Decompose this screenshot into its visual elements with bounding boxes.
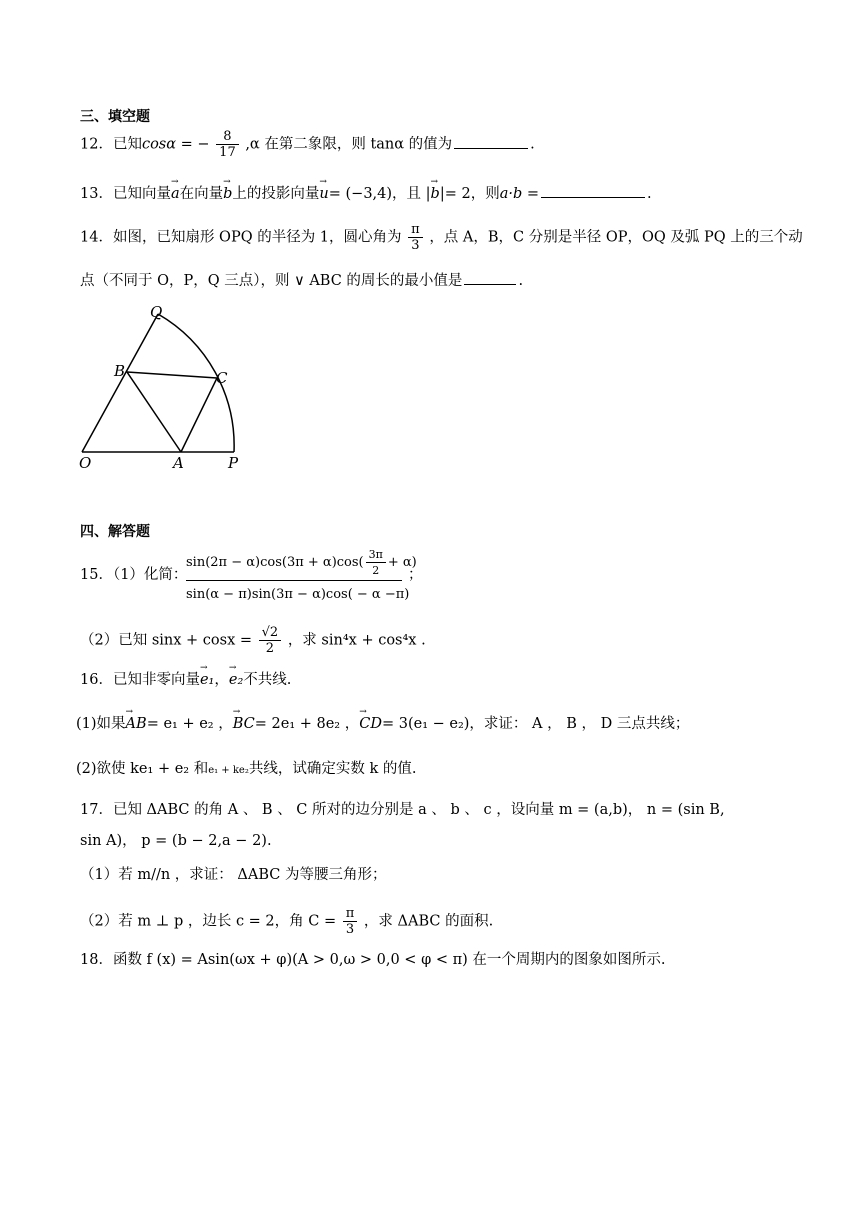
radius-oq xyxy=(82,314,158,452)
label-b: B xyxy=(114,362,126,380)
label-p: P xyxy=(228,454,239,472)
question-15-part2: （2）已知 sinx + cosx = $\frac{√2}{2}$ ，求 sin⁴x + cos⁴x . xyxy=(80,625,426,656)
question-17-part1: （1）若 m//n ，求证： ΔABC 为等腰三角形； xyxy=(80,867,387,883)
question-16-part2: (2)欲使 ke₁ + e₂ 和e₁ + ke₂共线，试确定实数 k 的值. xyxy=(76,761,417,777)
label-a: A xyxy=(173,454,184,472)
segment-bc xyxy=(127,372,217,378)
question-17-part2: （2）若 m ⊥ p ，边长 c = 2，角 C = $\frac{\pi}{3}$ ，求 ΔABC 的面积. xyxy=(80,906,494,937)
sector-figure xyxy=(70,298,270,473)
label-o: O xyxy=(79,454,92,472)
question-18: 18．函数 f (x) = Asin(ωx + φ)(A > 0,ω > 0,0 < φ < π) 在一个周期内的图象如图所示. xyxy=(80,952,666,968)
question-16: 16．已知非零向量→ e₁，→ e₂不共线. xyxy=(80,673,291,688)
question-12: 12．已知cosα = − $\frac{8}{17}$ ,α 在第二象限，则 tanα 的值为 . xyxy=(80,129,535,160)
fraction-pi-3: $\frac{\pi}{3}$ xyxy=(408,223,423,252)
label-q: Q xyxy=(150,303,163,321)
question-16-part1: (1)如果→ AB= e₁ + e₂ ，→ BC= 2e₁ + 8e₂ ，→ CD= 3(e₁ − e₂)，求证： A ， B ， D 三点共线； xyxy=(76,717,689,732)
fraction-8-17: $\frac{8}{17}$ xyxy=(216,130,239,159)
answer-blank xyxy=(454,147,528,149)
question-15-label: 15．（1）化简： xyxy=(80,567,188,583)
answer-blank xyxy=(541,196,645,198)
segment-ac xyxy=(181,378,217,452)
label-c: C xyxy=(216,369,228,387)
answer-blank xyxy=(464,283,516,285)
question-14-line2: 点（不同于 O，P，Q 三点），则 ∨ ABC 的周长的最小值是 . xyxy=(80,273,524,289)
q15-fraction: sin(2π − α)cos(3π + α)cos( $\frac{3\pi}{2}$ + α) sin(α − π)sin(3π − α)cos( − α −π) xyxy=(186,548,417,602)
question-17-line2: sin A)， p = (b − 2,a − 2). xyxy=(80,833,272,849)
segment-ba xyxy=(127,372,181,452)
question-17-line1: 17．已知 ΔABC 的角 A 、 B 、 C 所对的边分别是 a 、 b 、 c ，设向量 m = (a,b)， n = (sin B, xyxy=(80,802,725,818)
question-14-line1: 14．如图，已知扇形 OPQ 的半径为 1，圆心角为 $\frac{\pi}{3}$ ，点 A，B，C 分别是半径 OP，OQ 及弧 PQ 上的三个动 xyxy=(80,222,803,253)
question-13: 13．已知向量→ a在向量→ b上的投影向量→ u= (−3,4)，且 |→ b|= 2，则a·b = . xyxy=(80,187,652,202)
section-3-title: 三、填空题 xyxy=(80,109,150,125)
section-4-title: 四、解答题 xyxy=(80,524,150,540)
